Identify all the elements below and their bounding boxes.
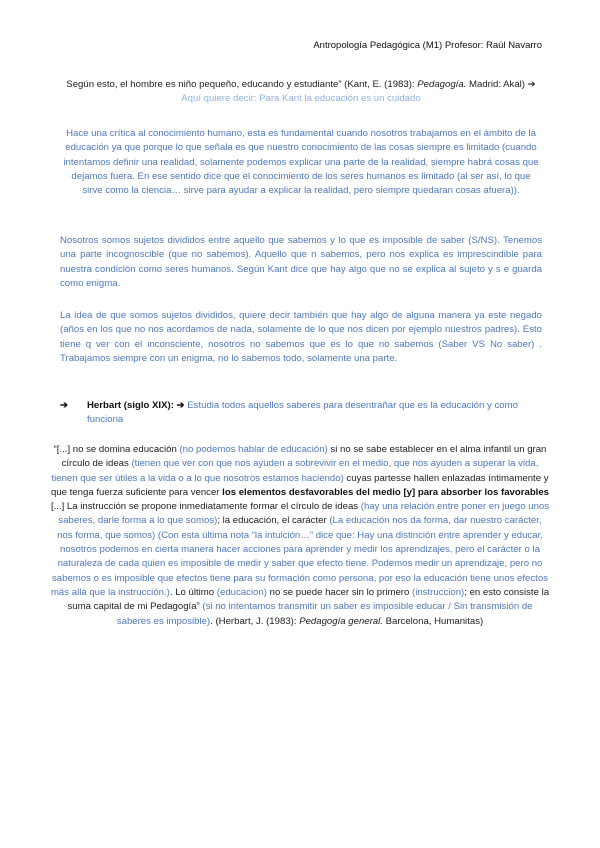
quote-text: . Lo último <box>169 586 217 598</box>
quote-text: ; en esto consiste la suma capital de mi Pedagogía” <box>67 586 550 613</box>
quote-text: ; la educación, el carácter <box>217 515 330 527</box>
citation-text: Según esto, el hombre es niño pequeño, educando y estudiante” (Kant, E. (1983): <box>66 79 418 90</box>
book-title: Pedagogía general. <box>299 615 383 627</box>
quote-note: (no podemos hablar de educación) <box>179 444 328 455</box>
negation-paragraph: La idea de que somos sujetos divididos, quiere decir también que hay algo de alguna manera ya este negado (años en los que no nos acordamos de nada, solamente de lo que nos dicen por ejemplo nuestros padres). Esto tiene q ver con el inconsciente, nosotros no sabemos que es lo que no sabemos (Saber VS No saber) . Trabajamos siempre con un enigma, no lo sabemos todo, solamente una parte. <box>60 310 542 364</box>
arrow-bullet-icon: ➔ <box>60 400 69 411</box>
herbart-bullet <box>60 399 542 428</box>
quote-note: (hay una relación entre poner en juego unos saberes, darle forma a lo que somos) <box>58 501 550 527</box>
herbart-quote-paragraph <box>50 443 550 629</box>
kant-citation-paragraph <box>60 78 542 107</box>
herbart-heading: Herbart (siglo XIX): ➔ <box>87 400 185 411</box>
quote-text: [...] La instrucción se propone inmediatamente formar el círculo de ideas <box>50 501 361 513</box>
citation-publisher: Madrid: Akal) ➔ <box>466 79 536 90</box>
divided-subjects-paragraph: Nosotros somos sujetos divididos entre aquello que sabemos y lo que es imposible de saber (S/NS). Tenemos una parte incognoscible (que no sabemos). Aquello que n sabemos, pero nos explica es imprescindible para nuestra condición como seres humanos. Según Kant dice que hay algo que no se explica al sujeto y s e guarda como enigma. <box>60 235 542 289</box>
quote-text: Barcelona, Humanitas) <box>382 615 484 627</box>
quote-text: “[...] no se domina educación <box>53 444 180 455</box>
quote-note: (educacion) <box>216 586 267 598</box>
quote-text: no se puede hacer sin lo primero <box>266 586 412 598</box>
quote-text: cuyas partesse hallen enlazadas íntimamente y que tenga fuerza suficiente para vencer <box>50 472 549 498</box>
quote-text: si no se sabe establecer en el alma infantil un gran círculo de ideas <box>61 444 547 470</box>
herbart-note: Estudia todos aquellos saberes para desentrañar que es la educación y como funciona <box>87 400 518 426</box>
quote-note: (tienen que ver con que nos ayuden a sobrevivir en el medio, que nos ayuden a superar la vida, tienen que ser útiles a la vida o a lo que nosotros estamos haciendo) <box>51 458 539 484</box>
citation-note: Aquí quiere decir: Para Kant la educación es un cuidado <box>181 93 421 105</box>
critique-paragraph: Hace una crítica al conocimiento humano, esta es fundamental cuando nosotros trabajamos en el ámbito de la educación ya que porque lo que señala es que nuestro conocimiento de las cosas siempre es limitado (cuando intentamos definir una realidad, solamente podemos explicar una parte de la realidad, siempre habrá cosas que dejamos fuera. En ese sentido dice que el conocimiento de los seres humanos es limitado (al ser así, lo que sirve como la ciencia… sirve para ayudar a explicar la realidad, pero siempre quedaran cosas afuera)). <box>63 128 539 197</box>
page-header: Antropología Pedagógica (M1) Profesor: Raúl Navarro <box>313 40 542 51</box>
quote-text: . (Herbart, J. (1983): <box>210 615 300 627</box>
quote-note: (si no intentamos transmitir un saber es imposible educar / Sin transmisión de saberes es imposible) <box>116 601 533 627</box>
quote-note: (La educación nos da forma, dar nuestro carácter, nos forma, que somos) (Con esta última nota “la intuición…” dice que: Hay una distinción entre aprender y educar, nosotros podemos en cierta manera hacer acciones para aprender y medir los aprendizajes, pero el carácter o la naturaleza de cada quien es imposible de medir y saber que efecto tiene. Podemos medir un aprendizaje, pero no sabemos o es imposible que efectos tiene para su formación como persona, por eso la educación tiene unos efectos más allá que la instrucción.) <box>50 515 548 598</box>
quote-bold-text: los elementos desfavorables del medio [y] para absorber los favorables <box>222 486 550 498</box>
quote-note: (instruccion) <box>412 586 465 598</box>
book-title: Pedagogía. <box>417 79 467 90</box>
